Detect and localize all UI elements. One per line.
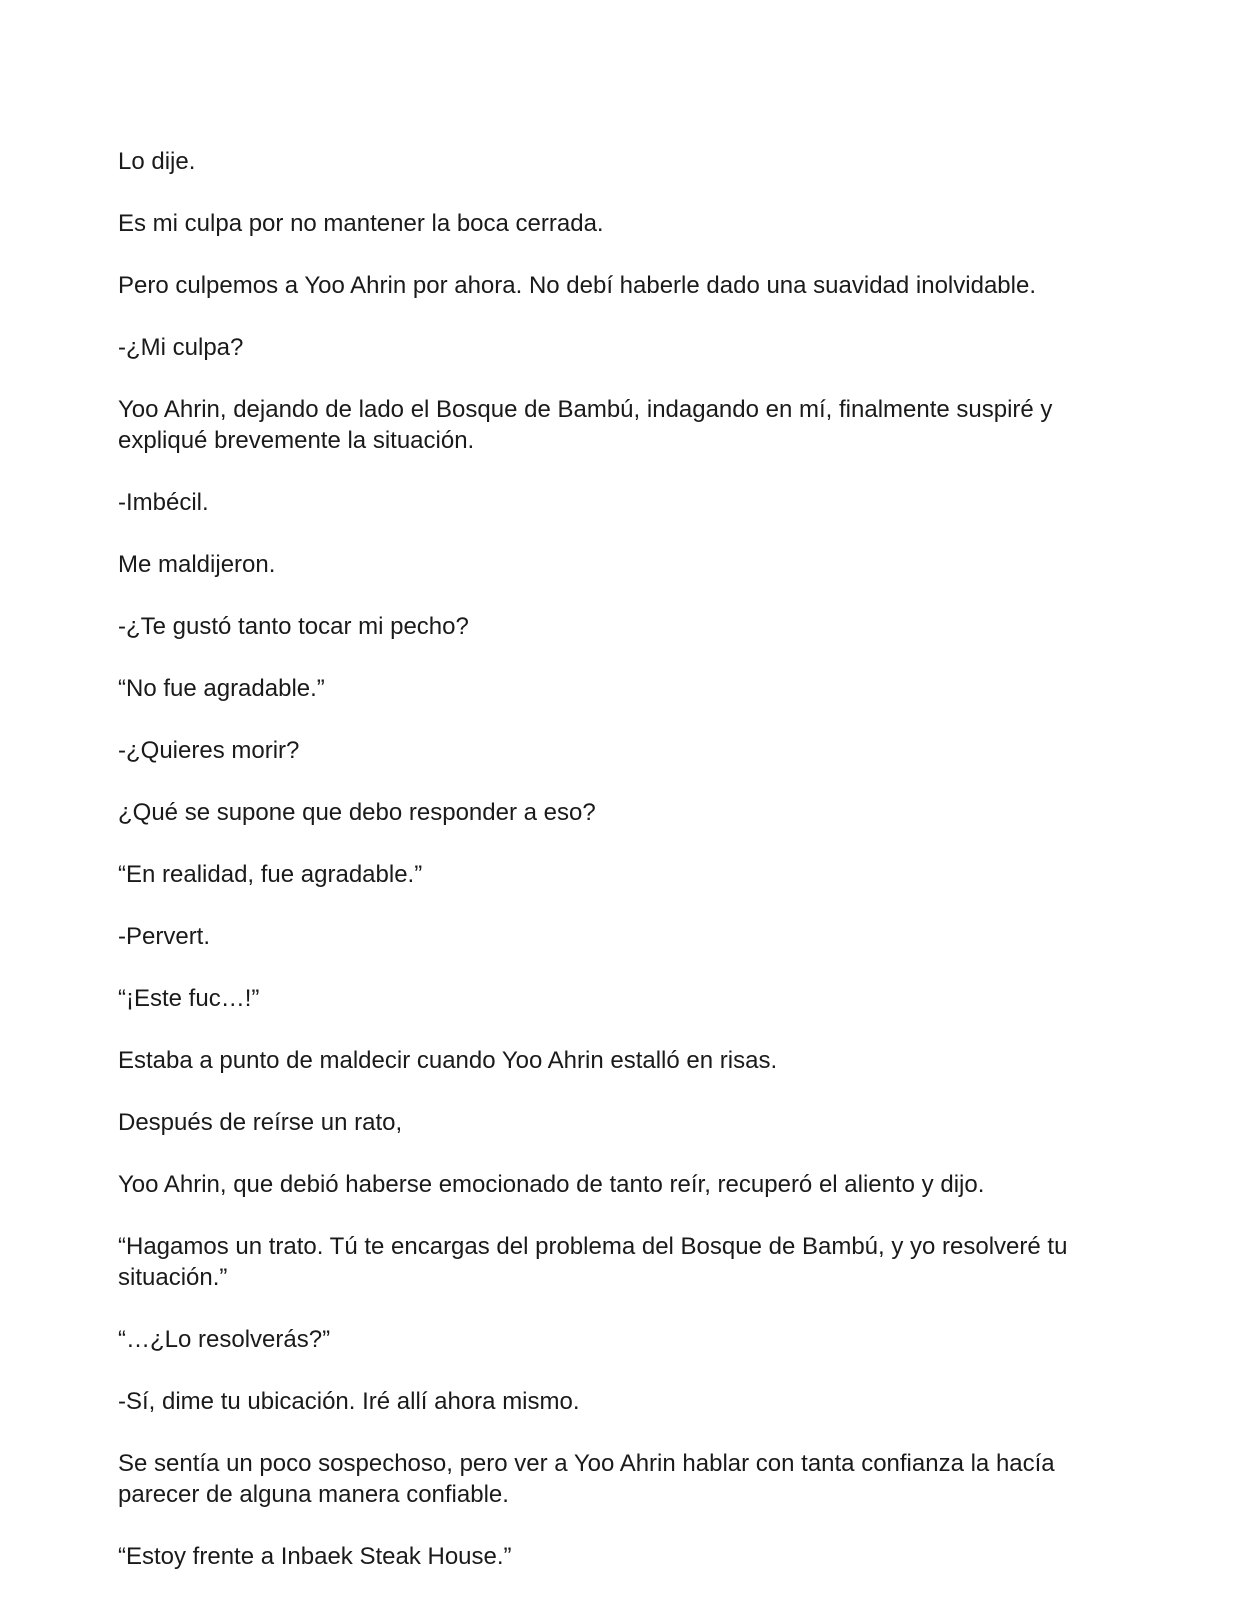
paragraph: -¿Te gustó tanto tocar mi pecho? [118,613,469,640]
document-body [118,146,1128,1603]
paragraph: Es mi culpa por no mantener la boca cerrada. [118,210,604,237]
paragraph: -Imbécil. [118,489,209,516]
paragraph: Yoo Ahrin, dejando de lado el Bosque de Bambú, indagando en mí, finalmente suspiré y expliqué brevemente la situación. [118,396,1053,454]
paragraph: “¡Este fuc…!” [118,985,260,1012]
paragraph: Yoo Ahrin, que debió haberse emocionado de tanto reír, recuperó el aliento y dijo. [118,1171,985,1198]
paragraph: Me maldijeron. [118,551,276,578]
paragraph: Estaba a punto de maldecir cuando Yoo Ahrin estalló en risas. [118,1047,778,1074]
paragraph: -Sí, dime tu ubicación. Iré allí ahora mismo. [118,1388,580,1415]
paragraph: “En realidad, fue agradable.” [118,861,423,888]
paragraph: Pero culpemos a Yoo Ahrin por ahora. No debí haberle dado una suavidad inolvidable. [118,272,1036,299]
paragraph: Después de reírse un rato, [118,1109,403,1136]
paragraph: Se sentía un poco sospechoso, pero ver a Yoo Ahrin hablar con tanta confianza la hacía parecer de alguna manera confiable. [118,1450,1055,1508]
paragraph: “…¿Lo resolverás?” [118,1326,331,1353]
paragraph: “Hagamos un trato. Tú te encargas del problema del Bosque de Bambú, y yo resolveré tu situación.” [118,1233,1068,1291]
paragraph: “No fue agradable.” [118,675,325,702]
paragraph: -Pervert. [118,923,211,950]
paragraph: Lo dije. [118,148,196,175]
paragraph: -¿Quieres morir? [118,737,300,764]
paragraph: ¿Qué se supone que debo responder a eso? [118,799,596,826]
paragraph: -¿Mi culpa? [118,334,244,361]
paragraph: “Estoy frente a Inbaek Steak House.” [118,1543,512,1570]
